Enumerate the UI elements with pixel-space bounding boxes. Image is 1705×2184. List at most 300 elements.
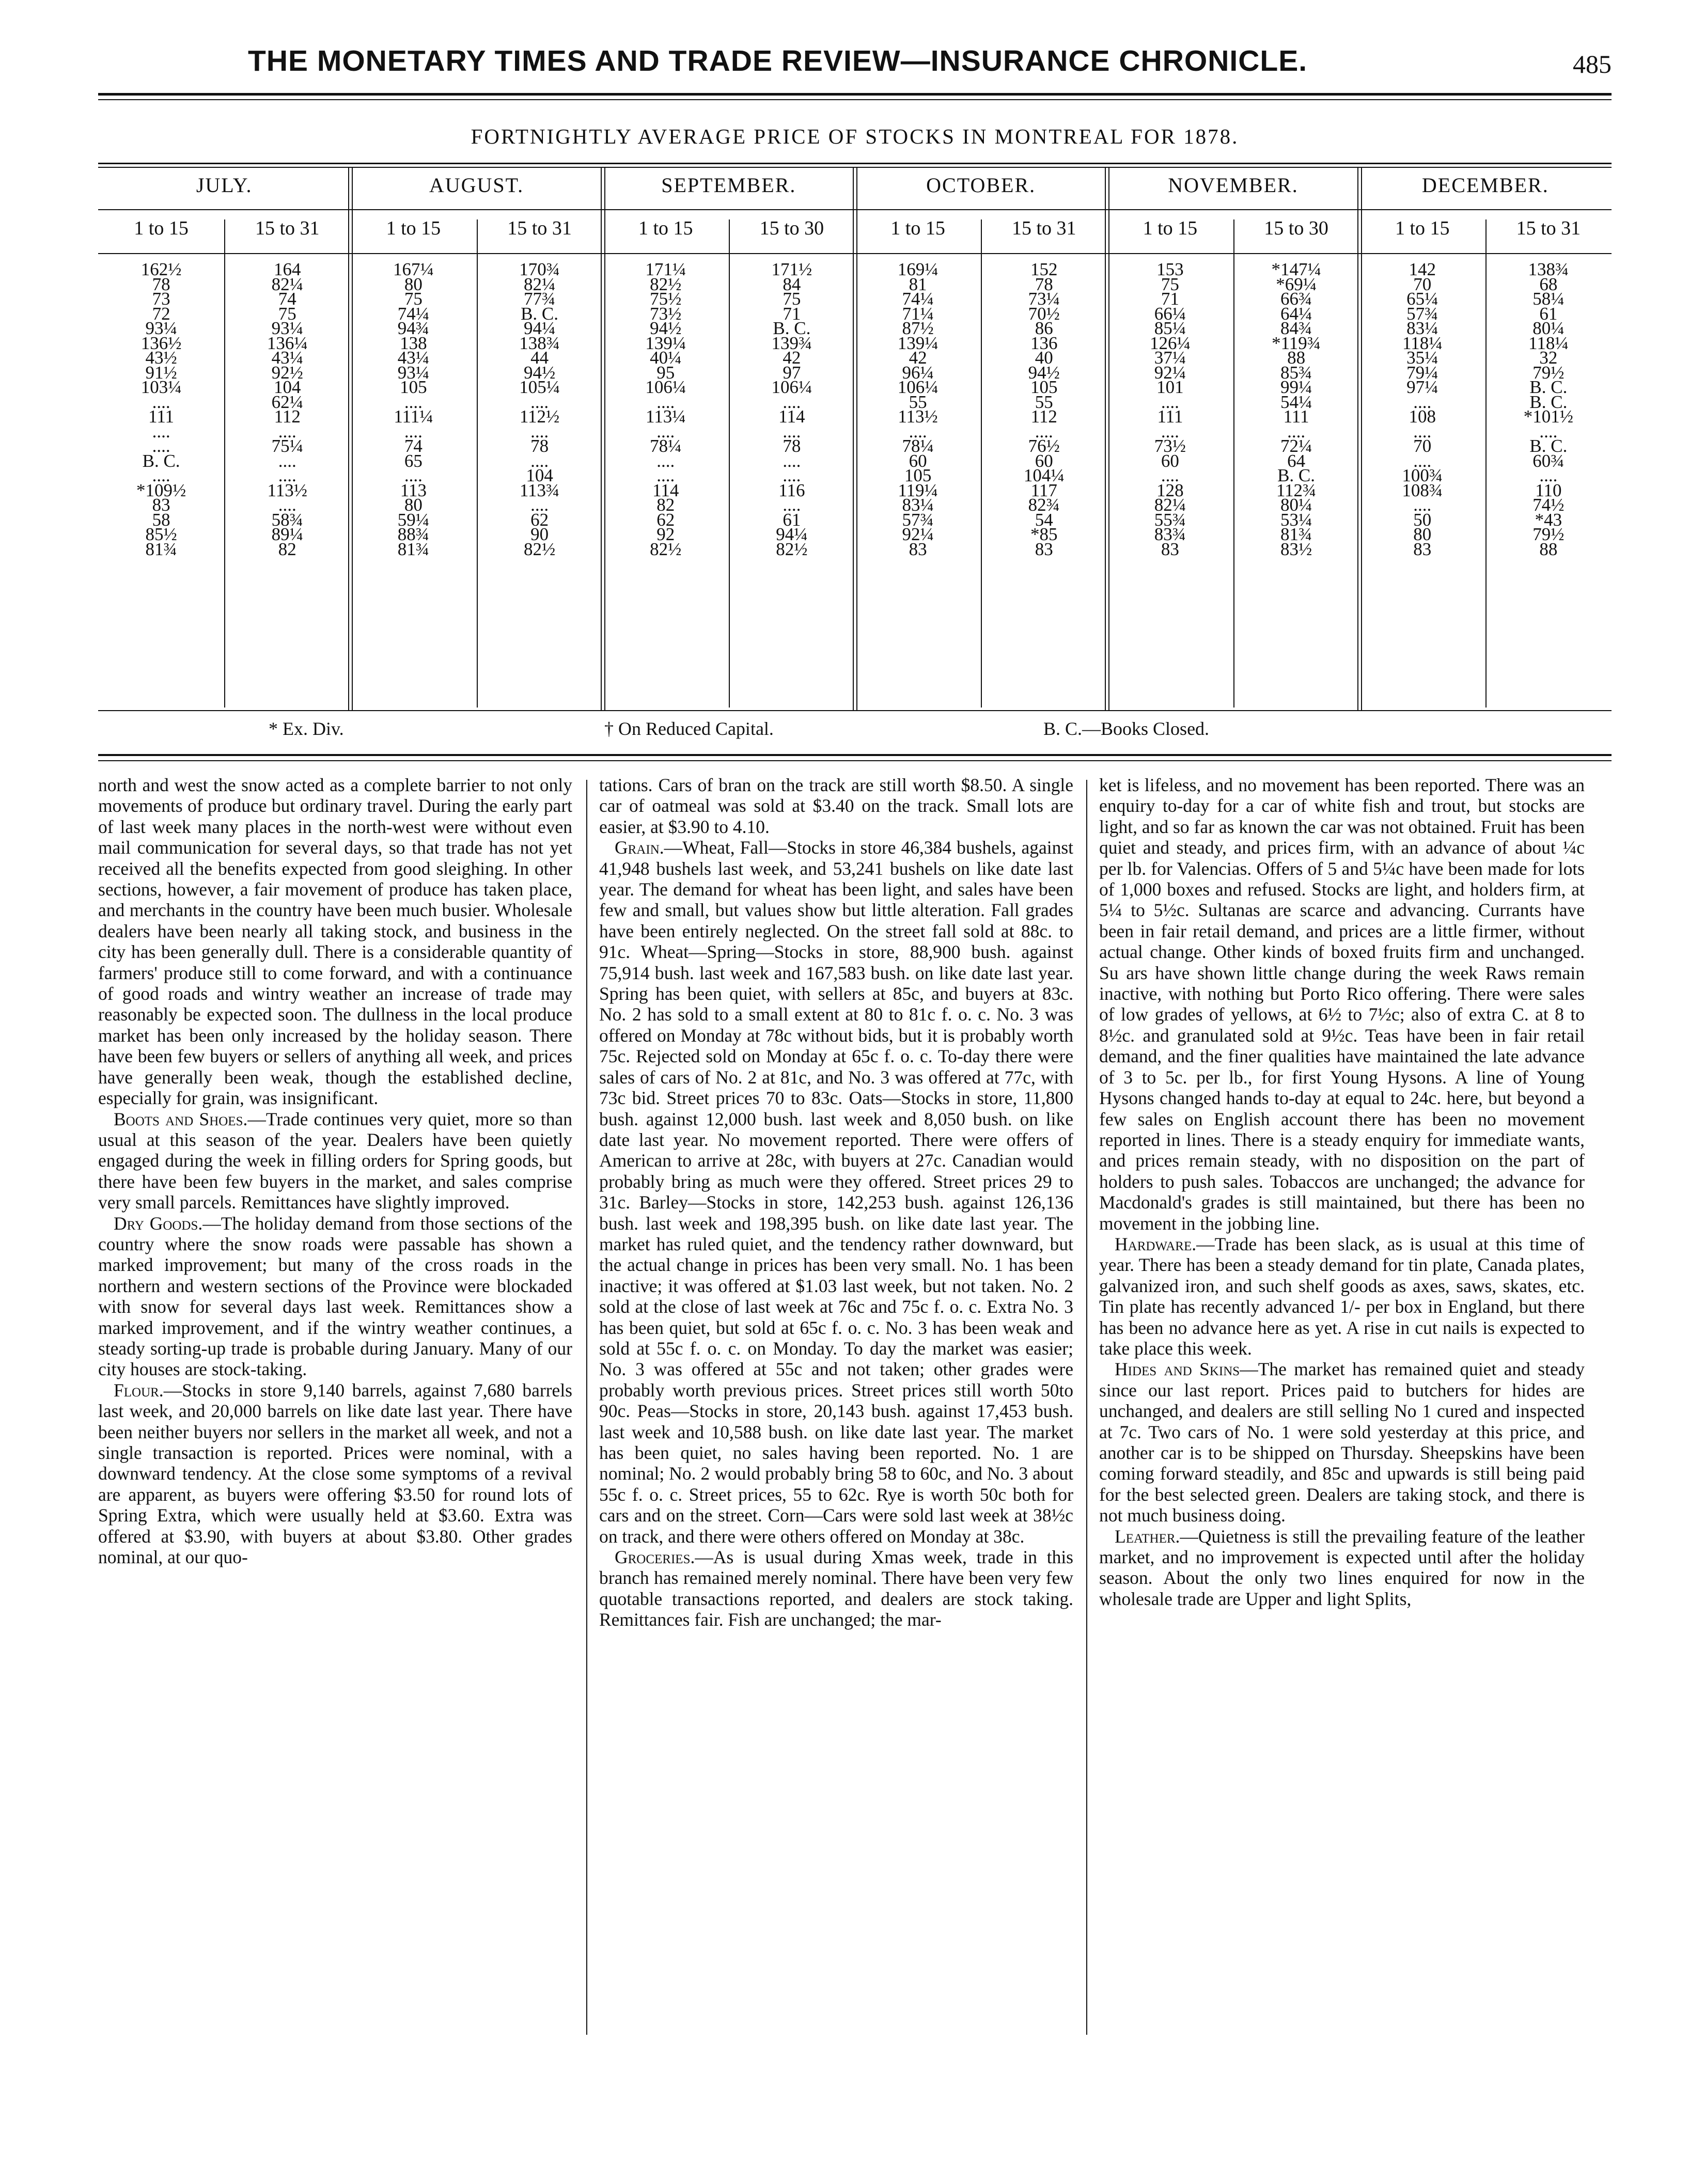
page-number: 485 [1573,50,1612,78]
price-cell: 82 [656,495,675,515]
price-cell: 93¼ [397,362,430,383]
price-cell: .... [1413,391,1432,412]
price-cell: 136¼ [267,333,308,353]
price-cell: 44 [530,348,549,368]
price-cell: .... [152,421,170,442]
price-cell: 75 [278,303,296,324]
paragraph-leather [1099,1526,1585,1610]
price-cell: 82¼ [1154,495,1186,515]
price-cell: .... [278,421,296,442]
price-cell: 90 [530,524,549,544]
price-cell: 101 [1156,377,1184,397]
price-cell: .... [909,421,927,442]
price-cell: 92½ [271,362,303,383]
price-cell: .... [1539,421,1558,442]
price-cell: 57¾ [902,509,934,530]
price-cell: 105 [400,377,427,397]
price-cell: .... [783,450,801,471]
price-cell: 85½ [145,524,177,544]
text-boots-and-shoes: —Trade continues very quiet, more so than usual at this season of the year. Dealers have been quietly engaged during the week in filling orders for Spring goods, but there have been few buyers in the market, and sales comprise very small parcels. Remittances have slightly improved. [98,1108,572,1213]
price-cell: 79¼ [1406,362,1438,383]
price-cell: 82 [278,539,296,559]
price-cell: 119¼ [898,480,938,500]
paragraph-hardware [1099,1234,1585,1359]
price-cell: 106¼ [771,377,812,397]
header-rule-thin [98,99,1612,100]
price-cell: 53¼ [1280,509,1312,530]
price-cell: 81¾ [397,539,430,559]
price-cell: .... [278,450,296,471]
heading-groceries: Groceries. [615,1547,695,1568]
price-cell: 72 [152,303,170,324]
price-cell: 80¼ [1280,495,1312,515]
month-name: JULY. [196,174,253,197]
fortnight-label: 1 to 15 [1143,217,1198,239]
price-cell: 85¼ [1154,318,1186,338]
price-cell: 112 [1030,406,1057,427]
price-cell: 83¼ [1406,318,1438,338]
price-cell: B. C. [142,450,180,471]
fortnight-label: 1 to 15 [386,217,441,239]
price-cell: *85 [1030,524,1058,544]
price-cell: *119¾ [1272,333,1321,353]
price-cell: 65¼ [1406,289,1438,309]
price-cell: 83 [909,539,927,559]
price-cell: 97 [783,362,801,383]
price-list [1485,259,1612,559]
fortnight-column [981,217,1107,713]
price-cell: 94½ [650,318,682,338]
price-cell: B. C. [1529,436,1568,456]
price-cell: 118¼ [1528,333,1569,353]
price-cell: 83¼ [902,495,934,515]
price-cell: 71¼ [902,303,934,324]
price-cell: 94½ [523,362,556,383]
price-cell: 138¾ [1528,259,1569,279]
text-grain: —Wheat, Fall—Stocks in store 46,384 bushels, against 41,948 bushels last week, and 53,241 bushels on like date last year. The demand for wheat has been light, and sales have been few and small, but values show but little alteration. Fall grades have been entirely neglected. On the street fall sold at 88c. to 91c. Wheat—Spring—Stocks in store, 88,900 bush. against 75,914 bush. last week and 167,583 bush. on like date last year. Spring has been quiet, with sellers at 85c, and buyers at 83c. No. 2 has sold to a small extent at 80 to 81c f. o. c. No. 3 was offered on Monday at 78c without bids, but it is probably worth 75c. Rejected sold on Monday at 65c f. o. c. To-day there were sales of cars of No. 2 at 81c, and No. 3 was offered at 77c, with 73c bid. Street prices 70 to 83c. Oats—Stocks in store, 11,800 bush. against 12,000 bush. last week and 8,050 bush. on like date last year. No movement reported. There were offers of American to arrive at 28c, with buyers at 27c. Canadian would probably bring as much were they offered. Street prices 29 to 31c. Barley—Stocks in store, 142,253 bush. against 126,136 bush. last week and 198,395 bush. on like date last year. The market has ruled quiet, and the tendency rather downward, but the actual change in prices has been very small. No. 1 has been inactive; it was offered at $1.03 last week, but not taken. No. 2 sold at the close of last week at 76c and 75c f. o. c. Extra No. 3 has been quiet, but sold at 65c f. o. c. No. 3 has been weak and sold at 55c f. o. c. on Monday. To day the market was easier; No. 3 was offered at 55c and not taken; other grades were probably worth previous prices. Street prices still worth 50to 90c. Peas—Stocks in store, 20,143 bush. against 17,453 bush. last week and 10,588 bush. on like date last year. The market has been quiet, no sales having been reported. No. 1 are nominal; No. 2 would probably bring 58 to 60c, and No. 3 about 55c f. o. c. Street prices, 55 to 62c. Rye is worth 50c both for cars and on the street. Corn—Cars were sold last week at 38½c on track, and there were others offered on Monday at 38c. [599,837,1073,1547]
table-title: FORTNIGHTLY AVERAGE PRICE OF STOCKS IN MONTREAL FOR 1878. [471,124,1239,148]
price-list [476,259,602,559]
price-cell: 94¾ [397,318,430,338]
price-cell: 171¼ [645,259,686,279]
month-divider [853,168,854,710]
price-cell: 82½ [650,274,682,294]
price-cell: 43¼ [397,348,430,368]
price-cell: 171½ [771,259,812,279]
price-cell: *147¼ [1271,259,1321,279]
price-cell: 113 [400,480,427,500]
fortnight-column [476,217,602,713]
price-cell: 78 [530,436,549,456]
price-cell: 78¼ [902,436,934,456]
heading-boots-and-shoes: Boots and Shoes. [114,1108,248,1129]
price-cell: .... [152,436,170,456]
price-cell: 112 [274,406,301,427]
price-cell: 113½ [267,480,307,500]
price-list [1233,259,1359,559]
price-cell: 111 [148,406,175,427]
price-cell: 80¼ [1532,318,1565,338]
price-cell: 54 [1035,509,1053,530]
price-cell: .... [530,391,549,412]
price-cell: 100¾ [1402,465,1443,485]
price-cell: 75 [1161,274,1179,294]
fortnight-column [1233,217,1359,713]
fortnight-label: 15 to 30 [759,217,824,239]
price-list [855,259,981,559]
price-cell: 111¼ [394,406,433,427]
price-cell: .... [530,450,549,471]
footnote-ex-div: * Ex. Div. [269,718,344,739]
price-cell: .... [656,450,675,471]
price-cell: 117 [1030,480,1057,500]
price-cell: 82½ [523,539,556,559]
text-hides-and-skins: —The market has remained quiet and steady since our last report. Prices paid to butchers for hides are unchanged, and dealers are still selling No 1 cured and inspected at 7c. Two cars of No. 1 were sold yesterday at this price, and another car is to be shipped on Thursday. Sheepskins have been coming forward steadily, and 85c and upwards is still being paid for the best selected green. Dealers are taking stock, and there is not much business doing. [1099,1359,1585,1526]
price-cell: 50 [1413,509,1432,530]
price-cell: 104 [526,465,553,485]
price-cell: 58¼ [1532,289,1565,309]
price-cell: 42 [783,348,801,368]
price-cell: 112¾ [1276,480,1317,500]
price-cell: 37¼ [1154,348,1186,368]
price-cell: 84¾ [1280,318,1312,338]
price-cell: 62¼ [271,391,303,412]
price-list [98,259,224,559]
price-cell: 104¼ [1023,465,1065,485]
price-cell: 81 [909,274,927,294]
fortnight-label: 15 to 31 [255,217,320,239]
fortnight-divider [729,219,730,708]
price-cell: 92¼ [1154,362,1186,383]
price-cell: .... [404,465,423,485]
price-cell: 64 [1287,450,1306,471]
price-cell: B. C. [1277,465,1316,485]
price-cell: 113¼ [646,406,686,427]
table-bottom-rule-thin [98,760,1612,761]
table-footnotes [98,718,1612,749]
fortnight-column [855,217,981,713]
price-cell: 82¾ [1028,495,1060,515]
paragraph-grain [599,837,1073,1547]
price-cell: 75 [404,289,423,309]
price-cell: 108¾ [1402,480,1443,500]
price-cell: 75¼ [271,436,303,456]
price-cell: 93¼ [145,318,177,338]
price-cell: 78 [783,436,801,456]
price-cell: 88¾ [397,524,430,544]
price-cell: 139¼ [645,333,686,353]
text-groceries: —As is usual during Xmas week, trade in this branch has remained merely nominal. There have been very few quotable transactions reported, and dealers are stock taking. Remittances fair. Fish are unchanged; the mar- [599,1547,1073,1630]
price-cell: .... [1413,421,1432,442]
price-cell: 94½ [1028,362,1060,383]
price-cell: 62 [530,509,549,530]
price-cell: 79½ [1532,362,1565,383]
price-list [981,259,1107,559]
paragraph-boots-and-shoes [98,1109,572,1213]
price-cell: 142 [1409,259,1436,279]
price-cell: 126¼ [1150,333,1191,353]
price-cell: 83½ [1280,539,1312,559]
price-cell: 169¼ [897,259,938,279]
price-cell: 80 [1413,524,1432,544]
heading-hardware: Hardware. [1115,1233,1197,1254]
price-list [224,259,350,559]
price-cell: 85¾ [1280,362,1312,383]
price-list [729,259,855,559]
price-cell: 164 [273,259,301,279]
price-cell: .... [1161,421,1179,442]
price-cell: 84 [783,274,801,294]
price-cell: B. C. [521,303,559,324]
price-cell: .... [783,495,801,515]
fortnight-column [350,217,476,713]
article-column-3 [1099,775,1585,1609]
header-rule-thick [98,93,1612,96]
running-header [98,44,1612,85]
price-cell: .... [783,421,801,442]
price-cell: 113¾ [519,480,560,500]
price-cell: .... [1161,465,1179,485]
price-cell: 55¾ [1154,509,1186,530]
price-cell: .... [404,391,423,412]
fortnight-divider [224,219,225,708]
price-cell: B. C. [773,318,811,338]
price-cell: 75½ [650,289,682,309]
price-list [1107,259,1233,559]
month-name: AUGUST. [429,174,524,197]
fortnight-column [1485,217,1612,713]
price-cell: 105 [904,465,932,485]
price-cell: 106¼ [897,377,938,397]
column-divider-1 [586,780,587,2035]
price-cell: 74½ [1532,495,1565,515]
price-cell: 93¼ [271,318,303,338]
price-cell: 40 [1035,348,1053,368]
fortnight-label: 1 to 15 [134,217,189,239]
article-column-1 [98,775,572,1567]
price-cell: 138 [400,333,427,353]
fortnight-divider [981,219,982,708]
price-cell: 89¼ [271,524,303,544]
price-cell: 54¼ [1280,391,1312,412]
price-cell: 118¼ [1402,333,1443,353]
month-divider [604,168,605,710]
price-cell: 88 [1287,348,1306,368]
price-cell: 64¼ [1280,303,1312,324]
month-divider [1105,168,1106,710]
price-cell: 86 [1035,318,1053,338]
price-cell: .... [656,391,675,412]
price-cell: .... [1161,391,1179,412]
price-cell: 32 [1539,348,1558,368]
price-cell: 170¾ [519,259,560,279]
price-cell: 110 [1535,480,1562,500]
price-list [350,259,476,559]
price-cell: 68 [1539,274,1558,294]
table-bottom-rule [98,754,1612,756]
article-column-2 [599,775,1073,1630]
price-cell: 70 [1413,436,1432,456]
price-cell: 79½ [1532,524,1565,544]
price-cell: 57¾ [1406,303,1438,324]
price-cell: 80 [404,274,423,294]
price-cell: 66¾ [1280,289,1312,309]
price-cell: 108 [1409,406,1436,427]
footnote-books-closed: B. C.—Books Closed. [1043,718,1210,739]
price-cell: 72¼ [1280,436,1312,456]
price-cell: 82¼ [523,274,556,294]
price-cell: 103¼ [140,377,182,397]
price-cell: 139¼ [897,333,938,353]
paragraph-fish-fruit-teas: ket is lifeless, and no movement has been reported. There was an enquiry to-day for a car of white fish and trout, but stocks are light, and so far as known the car was not obtained. Fruit has been quiet and steady, and prices firm, with an advance of about ¼c per lb. for Valencias. Offers of 5 and 5¼c have been made for lots of 1,000 boxes and refused. Stocks are light, and holders firm, at 5¼ to 5½c. Sultanas are scarce and advancing. Currants have been in fair retail demand, and prices are a little firmer, without actual change. Other kinds of boxed fruits firm and unchanged. Su ars have shown little change during the week Raws remain inactive, with nothing but Porto Rico offering. There were sales of low grades of yellows, at 6½ to 7½c; also of extra C. at 8 to 8½c. and granulated sold at 9½c. Teas have been in fair retail demand, and the finer qualities have maintained the late advance of 3 to 5c. per lb., for first Young Hysons. A line of Young Hysons changed hands to-day at equal to 24c. here, but beyond a few sales on English account there has been no movement reported in lines. There is a steady enquiry for immediate wants, and prices remain steady, with no disposition on the part of holders to push sales. Tobaccos are unchanged; the advance for Macdonald's grades is still maintained, but there has been no movement in the jobbing line. [1099,775,1585,1234]
text-flour: —Stocks in store 9,140 barrels, against 7,680 barrels last week, and 20,000 barrels on like date last year. There have been neither buyers nor sellers in the market all week, and not a single transaction is reported. Prices were nominal, with a downward tendency. At the close some symptoms of a revival are apparent, as buyers were offering $3.50 for round lots of Spring Extra, which were usually held at $3.60. Extra was offered at $3.90, with buyers at about $3.80. Other grades nominal, at our quo- [98,1379,572,1568]
price-cell: 65 [404,450,423,471]
price-cell: 94¼ [776,524,808,544]
paragraph-flour [98,1380,572,1568]
price-cell: 42 [909,348,927,368]
price-cell: 78 [1035,274,1053,294]
price-cell: 153 [1156,259,1184,279]
month-divider [601,168,602,710]
paragraph-hides-and-skins [1099,1359,1585,1526]
price-cell: 73½ [1154,436,1186,456]
price-cell: 105¼ [519,377,560,397]
price-cell: *69¼ [1276,274,1317,294]
price-cell: 71 [1161,289,1179,309]
price-cell: 62 [656,509,675,530]
price-cell: B. C. [1529,391,1568,412]
price-cell: 136 [1030,333,1058,353]
price-list [1359,259,1485,559]
price-cell: 66¼ [1154,303,1186,324]
price-cell: 139¾ [771,333,812,353]
price-cell: 77¾ [523,289,556,309]
price-cell: 43¼ [271,348,303,368]
price-cell: 58 [152,509,170,530]
price-cell: 58¾ [271,509,303,530]
column-divider-2 [1086,780,1087,2035]
price-cell: .... [152,391,170,412]
price-cell: .... [278,465,296,485]
price-cell: B. C. [1529,377,1568,397]
price-cell: 91½ [145,362,177,383]
price-cell: 138¾ [519,333,560,353]
price-cell: 128 [1156,480,1184,500]
month-divider [348,168,349,710]
price-cell: .... [783,391,801,412]
fortnight-divider [477,219,478,708]
fortnight-column [729,217,855,713]
month-name: DECEMBER. [1421,174,1549,197]
month-divider [1357,168,1358,710]
heading-hides-and-skins: Hides and Skins [1115,1359,1240,1380]
price-cell: 152 [1030,259,1058,279]
price-cell: 111 [1283,406,1309,427]
price-cell: 83 [1161,539,1179,559]
fortnight-label: 1 to 15 [638,217,693,239]
price-cell: .... [656,465,675,485]
price-cell: 73 [152,289,170,309]
price-cell: 82½ [650,539,682,559]
price-cell: 43½ [145,348,177,368]
price-cell: 113½ [898,406,938,427]
paragraph-produce: north and west the snow acted as a complete barrier to not only movements of produce but ordinary travel. During the early part of last week many places in the north-west were without even mail communication for several days, so that trade has not yet received all the benefits expected from good sleighing. In other sections, however, a fair movement of produce has taken place, and merchants in the country have been much busier. Wholesale dealers have been nearly all taking stock, and business in the city has been generally dull. There is a considerable quantity of farmers' produce still to come forward, and with a continuance of good roads and wintry weather an increase of trade may reasonably be expected soon. The dullness in the local produce market has been only increased by the holiday season. There have been few buyers or sellers of anything all week, and prices have generally been weak, though the established decline, especially for grain, was insignificant. [98,775,572,1109]
price-cell: 74¼ [397,303,430,324]
price-cell: 60 [1035,450,1053,471]
month-name: OCTOBER. [926,174,1036,197]
price-cell: 97¼ [1406,377,1438,397]
price-cell: .... [656,421,675,442]
price-cell: .... [530,495,549,515]
fortnight-divider [1485,219,1487,708]
price-cell: 96¼ [902,362,934,383]
text-hardware: —Trade has been slack, as is usual at this time of year. There has been a steady demand for tin plate, Canada plates, galvanized iron, and such shelf goods as axes, saws, skates, etc. Tin plate has recently advanced 1/- per box in England, but there has been no advance here as yet. A rise in cut nails is expected to take place this week. [1099,1233,1585,1359]
price-cell: .... [530,421,549,442]
fortnight-column [98,217,224,713]
month-name: SEPTEMBER. [661,174,796,197]
price-cell: 105 [1030,377,1058,397]
price-cell: 167¼ [393,259,434,279]
heading-dry-goods: Dry Goods. [114,1213,203,1234]
month-divider [352,168,353,710]
price-cell: .... [278,495,296,515]
price-cell: 162½ [140,259,182,279]
price-cell: 83¾ [1154,524,1186,544]
heading-grain: Grain. [615,837,664,858]
price-cell: 73¼ [1028,289,1060,309]
price-cell: 60 [909,450,927,471]
price-cell: 76½ [1028,436,1060,456]
price-cell: *43 [1535,509,1562,530]
price-cell: 61 [783,509,801,530]
month-divider [1108,168,1109,710]
price-cell: 59¼ [397,509,430,530]
price-cell: 74 [404,436,423,456]
price-cell: 61 [1539,303,1558,324]
price-cell: 74¼ [902,289,934,309]
paragraph-groceries [599,1547,1073,1630]
price-cell: .... [1413,450,1432,471]
price-cell: .... [1287,421,1306,442]
price-cell: 106¼ [645,377,686,397]
price-cell: 92 [656,524,675,544]
price-cell: 83 [1413,539,1432,559]
price-cell: 136½ [140,333,182,353]
price-cell: 112½ [519,406,560,427]
fortnight-column [1359,217,1485,713]
price-cell: 78 [152,274,170,294]
footnote-reduced-capital: † On Reduced Capital. [604,718,774,739]
text-dry-goods: —The holiday demand from those sections of the country where the snow roads were passable has shown a marked improvement; but many of the cross roads in the northern and western sections of the Province were blockaded with snow for several days last week. Remittances show a marked improvement, and if the wintry weather continues, a steady sorting-up trade is probable during January. Many of our city houses are stock-taking. [98,1213,572,1380]
heading-flour: Flour. [114,1379,164,1401]
price-cell: 60 [1161,450,1179,471]
price-cell: 88 [1539,539,1558,559]
paragraph-dry-goods [98,1213,572,1380]
price-cell: 114 [778,406,805,427]
price-cell: 70 [1413,274,1432,294]
price-cell: 114 [652,480,679,500]
price-cell: 80 [404,495,423,515]
fortnight-column [224,217,350,713]
price-cell: .... [1413,495,1432,515]
price-cell: .... [1539,465,1558,485]
month-divider [1361,168,1362,710]
fortnight-label: 15 to 31 [1516,217,1581,239]
heading-leather: Leather. [1115,1526,1180,1547]
price-cell: 94¼ [523,318,556,338]
price-cell: .... [1035,421,1053,442]
price-cell: 95 [656,362,675,383]
